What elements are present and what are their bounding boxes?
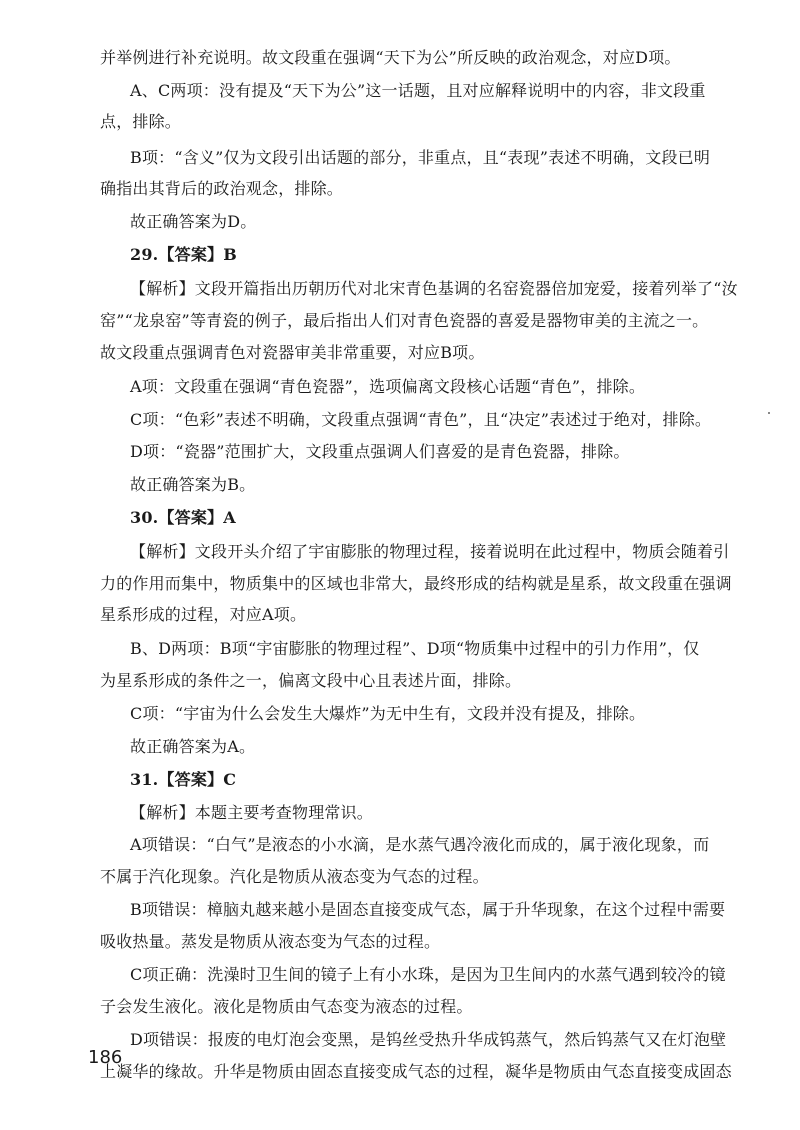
- analysis-line: 【解析】本题主要考查物理常识。: [130, 803, 374, 822]
- text-line: 故正确答案为B。: [130, 475, 256, 494]
- text-line: D项错误：报废的电灯泡会变黑，是钨丝受热升华成钨蒸气，然后钨蒸气又在灯泡壁: [130, 1030, 727, 1049]
- text-line: 故文段重点强调青色对瓷器审美非常重要，对应B项。: [100, 343, 485, 362]
- scan-speck: [768, 412, 770, 414]
- text-line: A项错误：“白气”是液态的小水滴，是水蒸气遇冷液化而成的，属于液化现象，而: [130, 835, 710, 854]
- text-line: C项正确：洗澡时卫生间的镜子上有小水珠，是因为卫生间内的水蒸气遇到较冷的镜: [130, 965, 726, 984]
- text-line: B项：“含义”仅为文段引出话题的部分，非重点，且“表现”表述不明确，文段已明: [130, 148, 711, 167]
- text-line: 力的作用而集中，物质集中的区域也非常大，最终形成的结构就是星系，故文段重在强调: [100, 574, 732, 593]
- text-line: 点，排除。: [100, 112, 182, 131]
- text-line: 故正确答案为D。: [130, 212, 257, 231]
- analysis-line: 【解析】文段开头介绍了宇宙膨胀的物理过程，接着说明在此过程中，物质会随着引: [130, 542, 730, 561]
- text-line: 吸收热量。蒸发是物质从液态变为气态的过程。: [100, 932, 441, 951]
- answer-heading-30: 30.【答案】A: [130, 508, 236, 527]
- text-line: 不属于汽化现象。汽化是物质从液态变为气态的过程。: [100, 867, 489, 886]
- text-line: A、C两项：没有提及“天下为公”这一话题，且对应解释说明中的内容，非文段重: [130, 81, 706, 100]
- text-line: B、D两项：B项“宇宙膨胀的物理过程”、D项“物质集中过程中的引力作用”，仅: [130, 639, 700, 658]
- text-line: 子会发生液化。液化是物质由气态变为液态的过程。: [100, 997, 473, 1016]
- analysis-line: 【解析】文段开篇指出历朝历代对北宋青色基调的名窑瓷器倍加宠爱，接着列举了“汝: [130, 279, 738, 298]
- answer-heading-31: 31.【答案】C: [130, 770, 237, 789]
- page-number: 186: [88, 1047, 123, 1068]
- answer-heading-29: 29.【答案】B: [130, 245, 237, 264]
- text-line: D项：“瓷器”范围扩大，文段重点强调人们喜爱的是青色瓷器，排除。: [130, 442, 630, 461]
- text-line: 星系形成的过程，对应A项。: [100, 605, 307, 624]
- text-line: B项错误：樟脑丸越来越小是固态直接变成气态，属于升华现象，在这个过程中需要: [130, 900, 726, 919]
- text-line: C项：“色彩”表述不明确，文段重点强调“青色”，且“决定”表述过于绝对，排除。: [130, 410, 712, 429]
- text-line: 确指出其背后的政治观念，排除。: [100, 179, 344, 198]
- text-line: A项：文段重在强调“青色瓷器”，选项偏离文段核心话题“青色”，排除。: [130, 377, 646, 396]
- text-line: 并举例进行补充说明。故文段重在强调“天下为公”所反映的政治观念，对应D项。: [100, 48, 681, 67]
- text-line: 窑”“龙泉窑”等青瓷的例子，最后指出人们对青色瓷器的喜爱是器物审美的主流之一。: [100, 311, 709, 330]
- text-line: C项：“宇宙为什么会发生大爆炸”为无中生有，文段并没有提及，排除。: [130, 704, 646, 723]
- text-line: 为星系形成的条件之一，偏离文段中心且表述片面，排除。: [100, 671, 522, 690]
- text-line: 故正确答案为A。: [130, 737, 256, 756]
- text-line: 上凝华的缘故。升华是物质由固态直接变成气态的过程，凝华是物质由气态直接变成固态: [100, 1062, 732, 1081]
